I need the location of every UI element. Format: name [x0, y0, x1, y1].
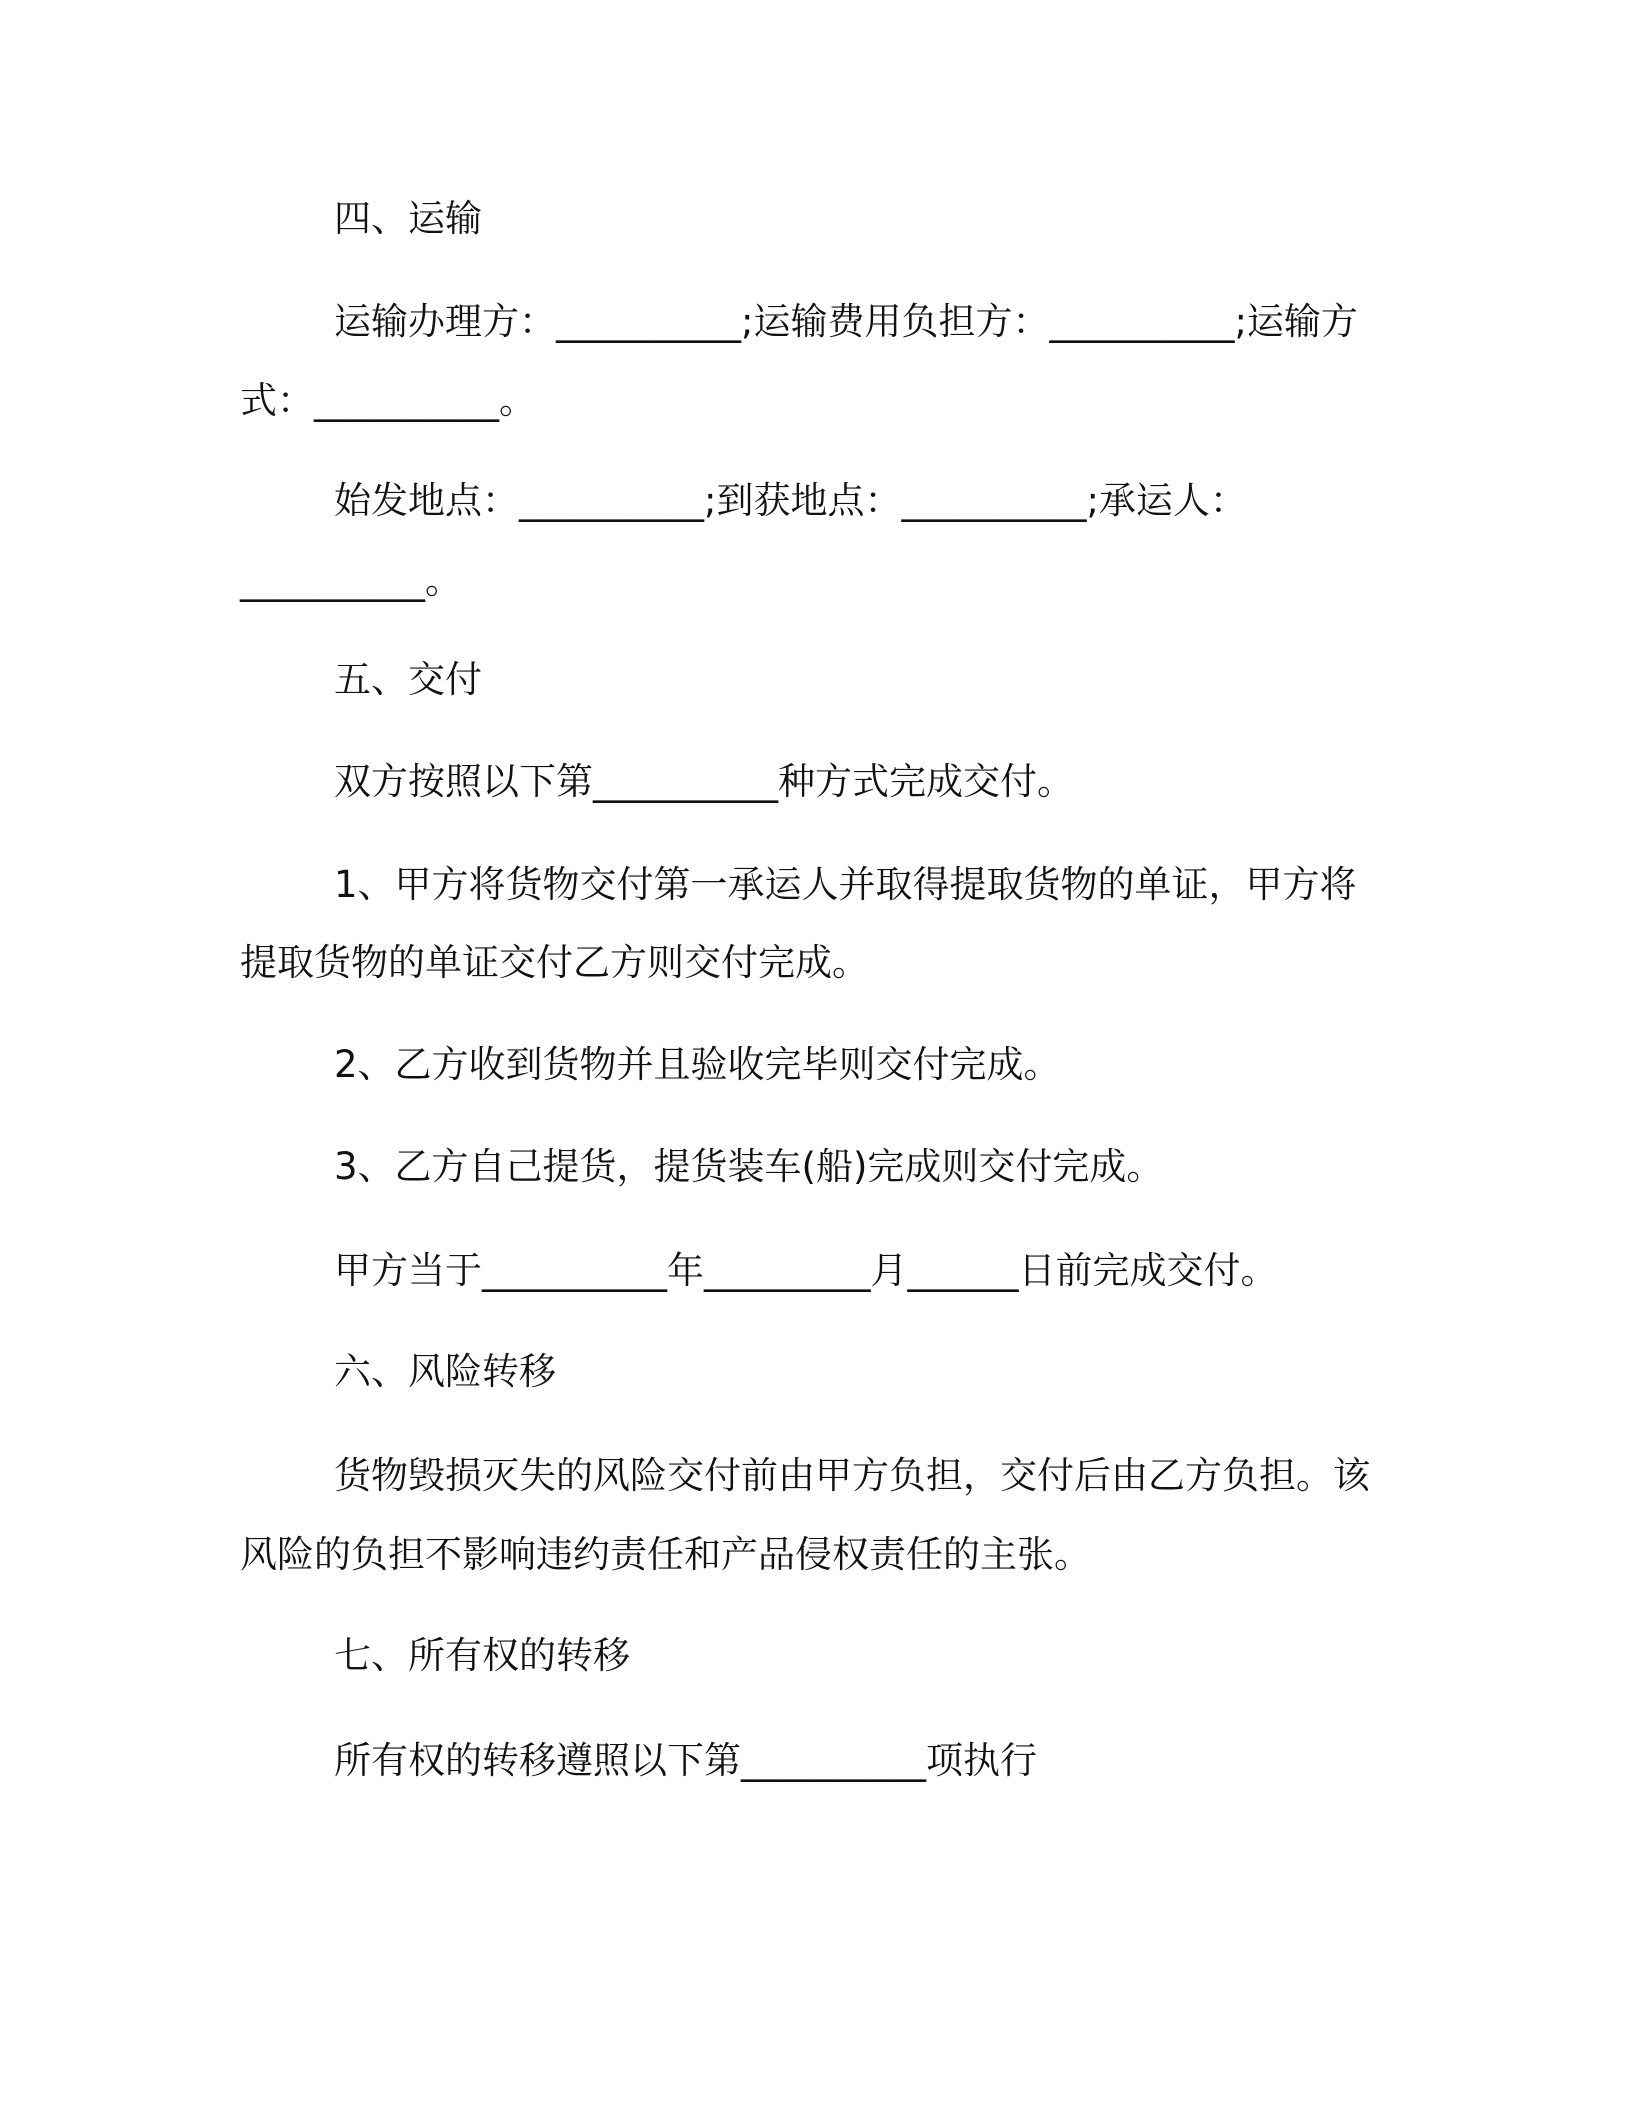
risk-transfer-line-2: 风险的负担不影响违约责任和产品侵权责任的主张。 [240, 1533, 1091, 1576]
transport-terms-line-2: 式：__________。 [240, 379, 536, 422]
transport-locations-line-1: 始发地点：__________;到获地点：__________;承运人： [334, 479, 1247, 522]
section-heading-ownership-transfer: 七、所有权的转移 [334, 1634, 630, 1677]
delivery-option-2-line: 2、乙方收到货物并且验收完毕则交付完成。 [334, 1043, 1061, 1086]
delivery-date-line: 甲方当于__________年_________月______日前完成交付。 [334, 1249, 1278, 1292]
section-heading-transport: 四、运输 [334, 197, 482, 240]
ownership-transfer-line: 所有权的转移遵照以下第__________项执行 [334, 1739, 1037, 1782]
delivery-option-1-line-2: 提取货物的单证交付乙方则交付完成。 [240, 941, 869, 984]
risk-transfer-line-1: 货物毁损灭失的风险交付前由甲方负担，交付后由乙方负担。该 [334, 1454, 1370, 1497]
transport-locations-line-2: __________。 [240, 559, 462, 602]
section-heading-delivery: 五、交付 [334, 658, 482, 701]
transport-terms-line-1: 运输办理方：__________;运输费用负担方：__________;运输方 [334, 300, 1358, 343]
delivery-option-3-line: 3、乙方自己提货，提货装车(船)完成则交付完成。 [334, 1145, 1164, 1188]
delivery-method-line: 双方按照以下第__________种方式完成交付。 [334, 760, 1074, 803]
delivery-option-1-line-1: 1、甲方将货物交付第一承运人并取得提取货物的单证，甲方将 [334, 863, 1357, 906]
section-heading-risk-transfer: 六、风险转移 [334, 1350, 556, 1393]
